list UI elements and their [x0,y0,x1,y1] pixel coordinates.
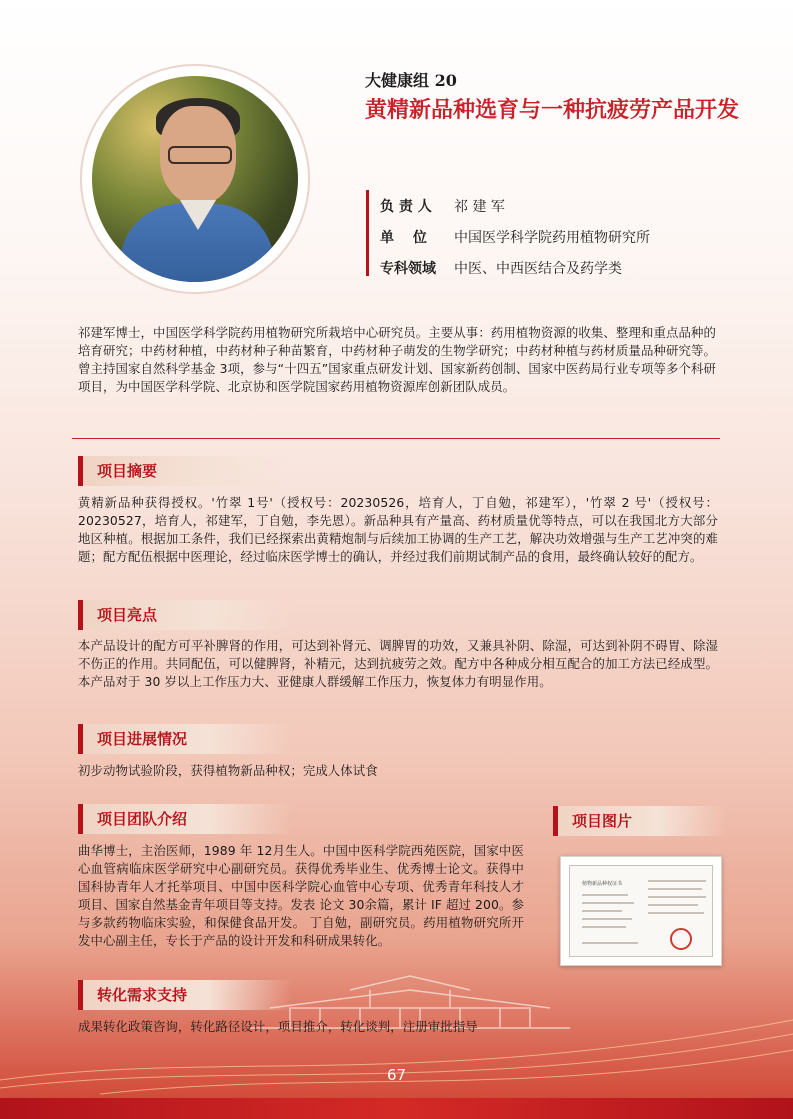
certificate-text-line [582,902,634,904]
summary-paragraph: 黄精新品种获得授权。'竹翠 1号'（授权号：20230526，培育人，丁自勉，祁建军），'竹翠 2 号'（授权号：20230527，培育人，祁建军，丁自勉，李先恩）。新品种具有产量高、药材质量优等特点，可以在我国北方大部分地区种植。根据加工条件，我们已经探索出黄精炮制与后续加工协调的生产工艺，解决功效增强与生产工艺冲突的难题；配方配伍根据中医理论，经过临床医学博士的确认，并经过我们前期试制产品的食用，最终确认较好的配方。 [78,495,718,564]
transfer-paragraph: 成果转化政策咨询，转化路径设计，项目推介，转化谈判，注册审批指导 [78,1019,478,1034]
info-row-field [380,258,622,278]
certificate-text-line [582,918,632,920]
section-divider [72,438,720,439]
group-label: 大健康组 20 [365,71,457,90]
leader-label: 负 责 人 [380,199,432,215]
heading-label: 项目摘要 [83,456,292,486]
info-accent-bar [366,190,369,276]
heading-label: 项目团队介绍 [83,804,292,834]
unit-value: 中国医学科学院药用植物研究所 [454,230,650,246]
section-heading-images [553,806,727,836]
portrait-glasses [168,146,232,164]
team-paragraph: 曲华博士，主治医师，1989 年 12月生人。中国中医科学院西苑医院，国家中医心血管病临床医学研究中心副研究员。获得优秀毕业生、优秀博士论文。获得中国科协青年人才托举项目、中国中医科学院心血管中心专项、优秀青年科技人才项目、国家自然基金青年项目等支持。发表 论文 30余篇，累计 IF 超过 200。参与多款药物临床实验，和保健食品开发。 丁自勉，副研究员。药用植物研究所开发中心副主任，专长于产品的设计开发和科研成果转化。 [78,843,524,948]
page-title: 黄精新品种选育与一种抗疲劳产品开发 [365,97,740,123]
certificate-text-line [582,894,628,896]
highlights-paragraph: 本产品设计的配方可平补脾肾的作用，可达到补肾元、调脾胃的功效，又兼具补阴、除湿，可达到补阴不碍胃、除湿不伤正的作用。共同配伍，可以健脾肾，补精元，达到抗疲劳之效。配方中各种成分相互配合的加工方法已经成型。本产品对于 30 岁以上工作压力大、亚健康人群缓解工作压力，恢复体力有明显作用。 [78,638,718,689]
certificate-text-line [582,942,638,944]
section-heading-summary [78,456,292,486]
page-number: 67 [386,1066,407,1084]
certificate-text-line [582,926,626,928]
heading-label: 转化需求支持 [83,980,292,1010]
certificate-text-line [648,912,704,914]
certificate-text-line [648,896,706,898]
leader-value: 祁 建 军 [454,199,505,215]
heading-label: 项目亮点 [83,600,292,630]
certificate-page [569,865,713,957]
portrait-photo [92,76,298,282]
heading-label: 项目进展情况 [83,724,292,754]
certificate-text-line [648,880,706,882]
unit-label: 单 位 [380,230,427,246]
field-value: 中医、中西医结合及药学类 [454,261,622,277]
bottom-band [0,1098,793,1119]
section-heading-progress [78,724,292,754]
certificate-text-line [582,910,622,912]
heading-label: 项目图片 [558,806,727,836]
certificate-text-line [648,904,698,906]
certificate-seal [670,928,692,950]
progress-paragraph: 初步动物试验阶段，获得植物新品种权；完成人体试食 [78,763,378,778]
section-heading-team [78,804,292,834]
field-label: 专科领域 [380,261,436,277]
section-heading-highlights [78,600,292,630]
certificate-text-line [648,888,702,890]
info-row-unit [380,227,650,247]
bio-paragraph: 祁建军博士，中国医学科学院药用植物研究所栽培中心研究员。主要从事：药用植物资源的收集、整理和重点品种的培育研究；中药材种植，中药材种子种苗繁育，中药材种子萌发的生物学研究；中药材种植与药材质量品种研究等。曾主持国家自然科学基金 3项，参与“十四五”国家重点研发计划、国家新药创制、国家中医药局行业专项等多个科研项目，为中国医学科学院、北京协和医学院国家药用植物资源库创新团队成员。 [78,325,716,394]
info-row-leader [380,196,505,216]
certificate-caption: 植物新品种权证书 [582,881,623,887]
certificate-image [560,856,722,966]
